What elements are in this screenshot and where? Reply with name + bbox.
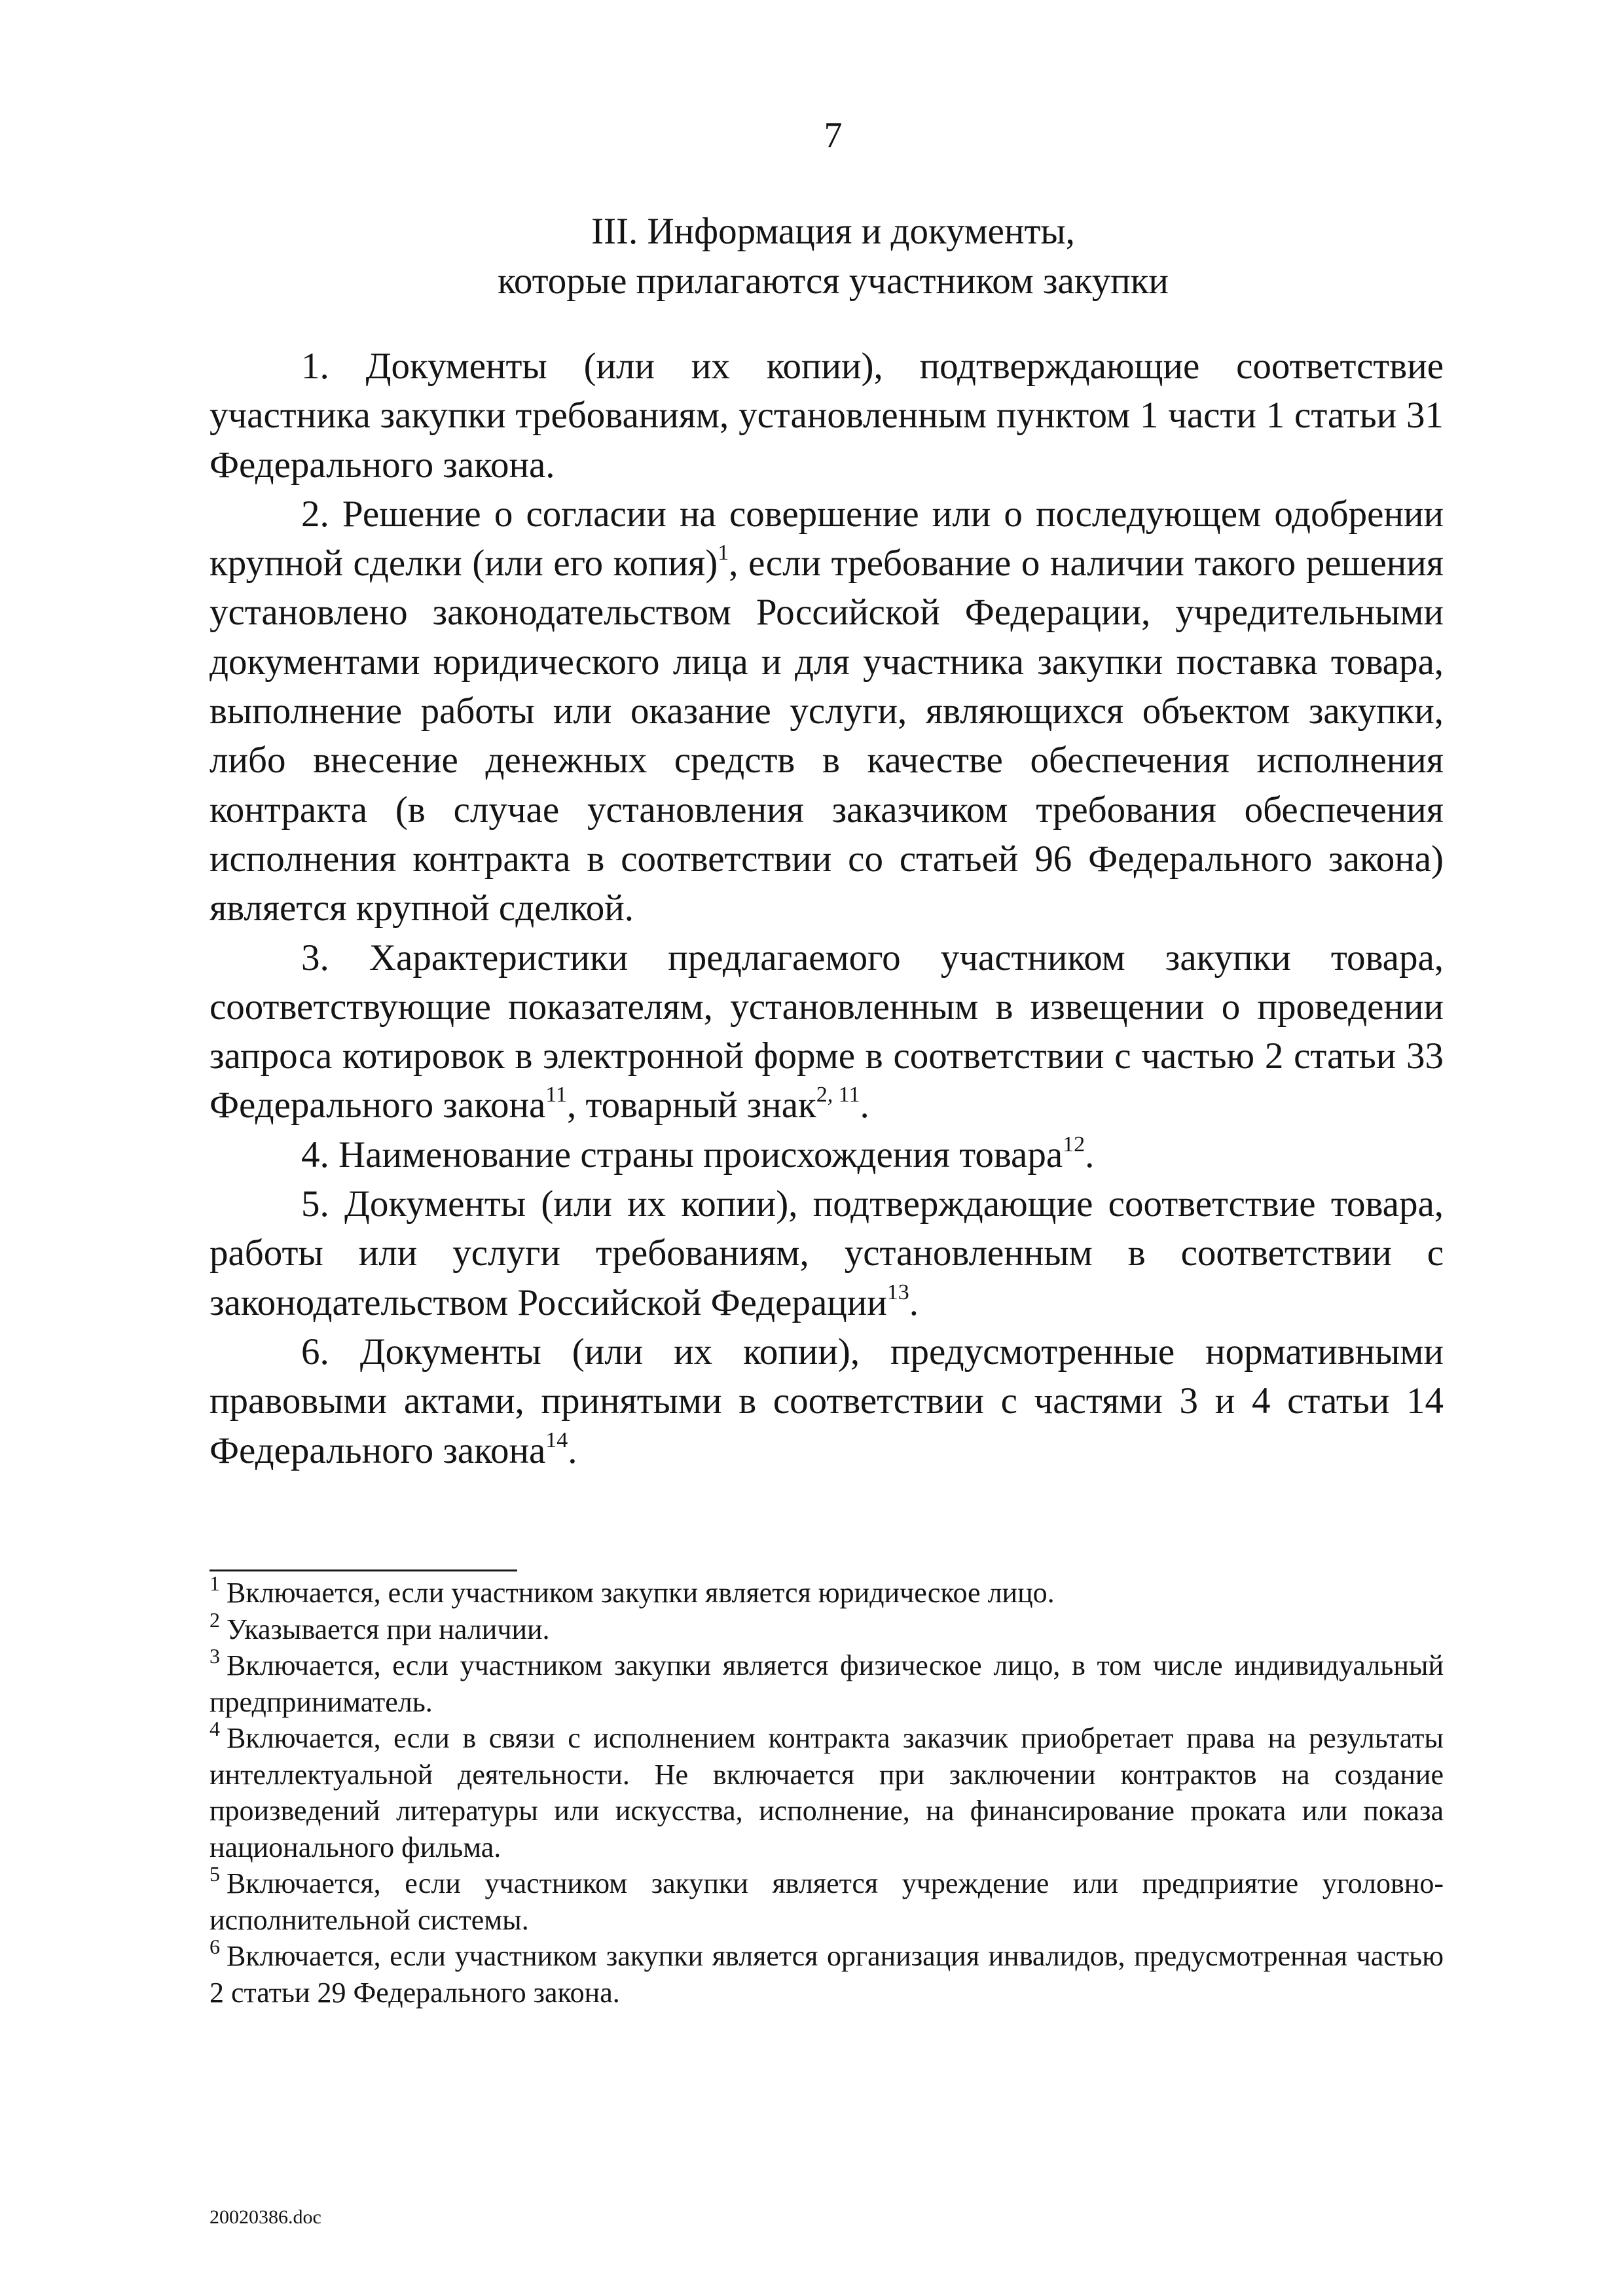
section-heading [0, 207, 1623, 306]
section-heading-line-1: III. Информация и документы, [591, 211, 1075, 252]
file-name: 20020386.doc [210, 2206, 321, 2228]
list-item-3: 3. Характеристики предлагаемого участником закупки товара, соответствующие показателям, установленным в извещении о проведении запроса котировок в электронной форме в соответствии с частью 2 статьи 33 Федерального закона$^{11}$, товарный знак$^{2, 11}$. [210, 937, 1444, 1126]
footnote-4: $^4$ Включается, если в связи с исполнением контракта заказчик приобретает права на результаты интеллектуальной деятельности. Не включается при заключении контрактов на создание произведений литературы или искусства, исполнение, на финансирование проката или показа национального фильма. [210, 1717, 1444, 1863]
footnote-mark: 4 [210, 1717, 220, 1740]
footnote-mark: 3 [210, 1644, 220, 1668]
footnote-mark: 2 [210, 1607, 220, 1632]
footnote-ref[interactable]: 14 [545, 1427, 568, 1452]
document-body [210, 342, 1444, 1475]
footnote-3: $^3$ Включается, если участником закупки является физическое лицо, в том числе индивидуальный предприниматель. [210, 1644, 1444, 1718]
footnote-6: $^6$ Включается, если участником закупки является организация инвалидов, предусмотренная частью 2 статьи 29 Федерального закона. [210, 1935, 1444, 2009]
list-item-2: 2. Решение о согласии на совершение или о последующем одобрении крупной сделки (или его копия)$^1$, если требование о наличии такого решения установлено законодательством Российской Федерации, учредительными документами юридического лица и для участника закупки поставка товара, выполнение работы или оказание услуги, являющихся объектом закупки, либо внесение денежных средств в качестве обеспечения исполнения контракта (в случае установления заказчиком требования обеспечения исполнения контракта в соответствии со статьей 96 Федерального закона) является крупной сделкой. [210, 493, 1444, 929]
footnote-ref[interactable]: 1 [718, 541, 729, 565]
footnote-1: $^1$ Включается, если участником закупки является юридическое лицо. [210, 1571, 1055, 1609]
footnote-mark: 6 [210, 1935, 220, 1958]
footnote-2: $^2$ Указывается при наличии. [210, 1607, 550, 1645]
footnote-ref[interactable]: 11 [545, 1083, 568, 1107]
footnote-5: $^5$ Включается, если участником закупки является учреждение или предприятие уголовно-исполнительной системы. [210, 1862, 1444, 1936]
page-number: 7 [824, 115, 843, 156]
list-item-4: 4. Наименование страны происхождения товара$^{12}$. [301, 1132, 1095, 1175]
list-item-1: 1. Документы (или их копии), подтверждающие соответствие участника закупки требованиям, установленным пунктом 1 части 1 статьи 31 Федерального закона. [210, 346, 1444, 486]
footnote-ref[interactable]: 2, 11 [816, 1083, 860, 1107]
footnote-ref[interactable]: 12 [1063, 1132, 1085, 1157]
footnote-ref[interactable]: 13 [886, 1280, 909, 1304]
list-item-5: 5. Документы (или их копии), подтверждающие соответствие товара, работы или услуги требованиям, установленным в соответствии с законодательством Российской Федерации$^{13}$. [210, 1183, 1444, 1323]
section-heading-line-2: которые прилагаются участником закупки [498, 260, 1169, 302]
footnote-divider [210, 1570, 517, 1571]
footnote-mark: 5 [210, 1862, 220, 1886]
list-item-6: 6. Документы (или их копии), предусмотренные нормативными правовыми актами, принятыми в соответствии с частями 3 и 4 статьи 14 Федерального закона$^{14}$. [210, 1331, 1444, 1471]
footnotes [210, 1571, 1444, 2011]
footnote-mark: 1 [210, 1571, 220, 1595]
